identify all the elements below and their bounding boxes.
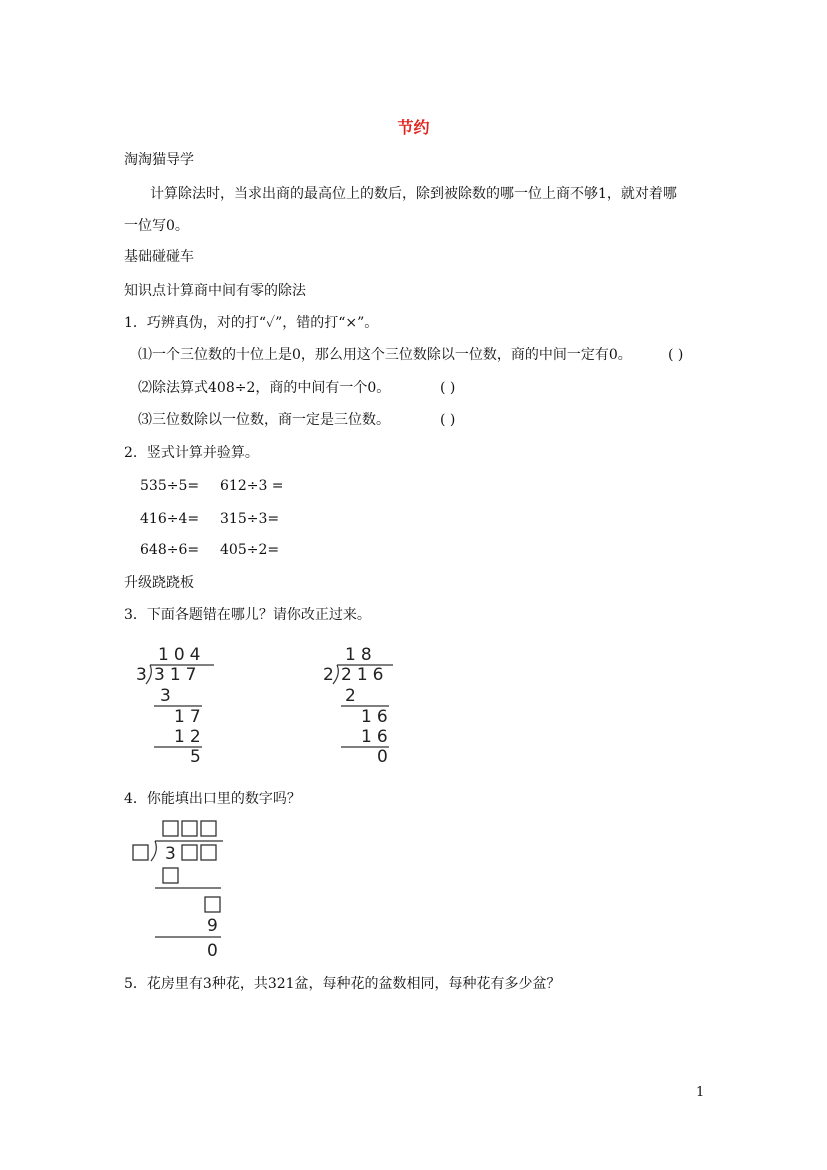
q3-stem: 3．下面各题错在哪儿？请你改正过来。 — [124, 607, 371, 623]
blank-box — [163, 868, 178, 883]
section-knowledge: 知识点计算商中间有零的除法 — [124, 283, 306, 299]
q1-item-1: ⑴一个三位数的十位上是0，那么用这个三位数除以一位数，商的中间一定有0。 — [138, 347, 632, 363]
intro-line-2: 一位写0。 — [124, 218, 189, 234]
step: 3 — [160, 686, 171, 706]
q1-answer-paren-3[interactable]: ( ) — [440, 412, 456, 428]
q1-stem: 1．巧辨真伪，对的打“✓”，错的打“×”。 — [124, 315, 379, 331]
q2-expr: 416÷4= — [140, 511, 200, 527]
section-guide: 淘淘猫导学 — [124, 152, 194, 168]
step: 9 — [207, 916, 218, 936]
blank-box — [201, 845, 216, 860]
step: 16 — [361, 727, 393, 747]
blank-box — [133, 845, 148, 860]
section-upgrade: 升级跷跷板 — [124, 575, 194, 591]
q2-expr: 405÷2= — [220, 542, 280, 558]
q3-long-division-1 — [128, 640, 218, 770]
step: 17 — [174, 707, 206, 727]
quotient: 104 — [158, 645, 206, 665]
dividend-digit: 3 — [165, 844, 176, 864]
q2-expr: 315÷3= — [220, 511, 280, 527]
q2-expr: 612÷3 = — [220, 478, 284, 494]
dividend: 216 — [341, 665, 389, 685]
quotient: 18 — [345, 645, 377, 665]
step: 12 — [174, 727, 206, 747]
blank-box — [182, 845, 197, 860]
q1-answer-paren-1[interactable]: ( ) — [668, 347, 684, 363]
page-title: 节约 — [397, 118, 430, 137]
q1-item-2: ⑵除法算式408÷2，商的中间有一个0。 — [138, 380, 391, 396]
q2-expr: 535÷5= — [140, 478, 200, 494]
divisor: 2 — [323, 665, 334, 685]
q1-answer-paren-2[interactable]: ( ) — [440, 380, 456, 396]
q1-item-3: ⑶三位数除以一位数，商一定是三位数。 — [138, 412, 390, 428]
step: 2 — [345, 686, 356, 706]
blank-box — [163, 821, 178, 836]
divisor: 3 — [136, 665, 147, 685]
step: 0 — [207, 941, 218, 961]
q3-long-division-2 — [315, 640, 405, 770]
q5-stem: 5．花房里有3种花，共321盆，每种花的盆数相同，每种花有多少盆？ — [124, 976, 561, 992]
intro-line-1: 计算除法时，当求出商的最高位上的数后，除到被除数的哪一位上商不够1，就对着哪 — [150, 186, 677, 202]
q4-stem: 4．你能填出口里的数字吗？ — [124, 791, 301, 807]
step: 16 — [361, 707, 393, 727]
step: 0 — [377, 747, 388, 767]
q4-long-division — [125, 815, 235, 965]
blank-box — [182, 821, 197, 836]
page-number: 1 — [696, 1085, 705, 1100]
section-basic: 基础碰碰车 — [124, 249, 194, 265]
blank-box — [201, 821, 216, 836]
blank-box — [205, 897, 220, 912]
dividend: 317 — [154, 665, 202, 685]
q2-expr: 648÷6= — [140, 542, 200, 558]
q2-stem: 2．竖式计算并验算。 — [124, 445, 259, 461]
step: 5 — [190, 747, 201, 767]
